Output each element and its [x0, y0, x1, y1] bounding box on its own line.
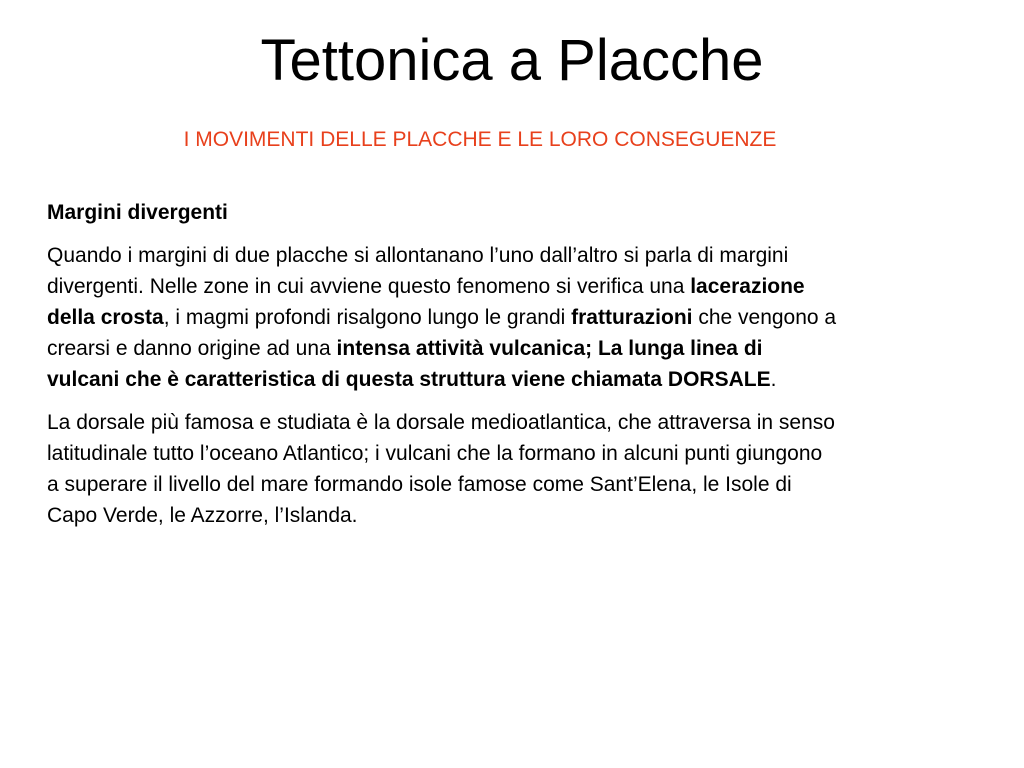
- paragraph1-text-1: Quando i margini di due placche si allontanano l’uno dall’altro si parla di margini divergenti. Nelle zone in cui avviene questo fenomeno si verifica una: [47, 244, 789, 298]
- paragraph1-text-2: , i magmi profondi risalgono lungo le grandi: [163, 306, 572, 329]
- slide-subtitle: I MOVIMENTI DELLE PLACCHE E LE LORO CONSEGUENZE: [183, 128, 777, 151]
- section-heading: Margini divergenti: [47, 201, 228, 224]
- paragraph1-bold-fractures: fratturazioni: [571, 306, 693, 329]
- paragraph1-text-3: che vengono a crearsi e danno origine ad una: [47, 306, 837, 360]
- paragraph-divergent-margins: [47, 240, 837, 395]
- paragraph1-bold-crust: lacerazione della crosta: [47, 275, 805, 329]
- body-text: [47, 197, 837, 543]
- paragraph1-bold-volcanic-activity: intensa attività vulcanica; La lunga linea di vulcani che è caratteristica di questa struttura viene chiamata DORSALE: [47, 337, 771, 391]
- paragraph-mid-atlantic-ridge: La dorsale più famosa e studiata è la dorsale medioatlantica, che attraversa in senso latitudinale tutto l’oceano Atlantico; i vulcani che la formano in alcuni punti giungono a superare il livello del mare formando isole famose come Sant’Elena, le Isole di Capo Verde, le Azzorre, l’Islanda.: [47, 411, 835, 527]
- slide-title: Tettonica a Placche: [260, 28, 764, 93]
- paragraph1-text-4: .: [770, 368, 777, 391]
